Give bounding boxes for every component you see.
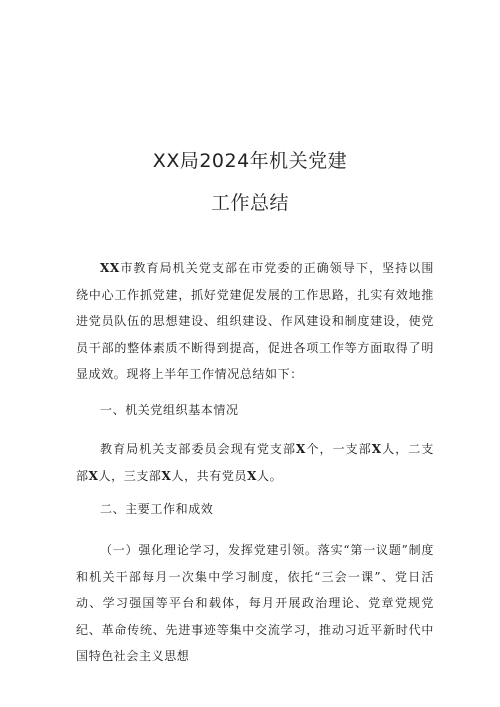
section-1-text-2: 个，一支部 [305, 442, 372, 456]
section-1-x-5: X [247, 468, 257, 483]
section-1-heading: 一、机关党组织基本情况 [100, 403, 239, 417]
section-2-body: （一）强化理论学习，发挥党建引领。落实“第一议题”制度和机关干部每月一次集中学习制度，依托“三会一课”、党日活动、学习强国等平台和载体，每月开展政治理论、党章党规党纪、革命传统、先进事迹等集中交流学习，推动习近平新时代中国特色社会主义思想 [76, 543, 434, 663]
section-1-x-2: X [371, 442, 382, 456]
section-1-text-5: 人，共有党员 [171, 468, 248, 483]
section-2-heading: 二、主要工作和成效 [100, 502, 214, 516]
section-1-text-4: 人，三支部 [98, 468, 162, 483]
section-1-x-1: X [296, 442, 306, 456]
section-1-text-6: 人。 [257, 468, 283, 483]
section-1-x-4: X [161, 468, 172, 483]
document-title-line-2: 工作总结 [210, 192, 289, 214]
intro-lead-bold: XX [100, 261, 120, 275]
document-title-line-1: XX局2024年机关党建 [152, 150, 348, 172]
section-1-text-3: 人，二支部 [76, 442, 434, 483]
intro-text: 市教育局机关党支部在市党委的正确领导下，坚持以围绕中心工作抓党建，抓好党建促发展的工作思路，扎实有效地推进党员队伍的思想建设、组织建设、作风建设和制度建设，使党员干部的整体素质不断得到提高，促进各项工作等方面取得了明显成效。现将上半年工作情况总结如下： [76, 261, 434, 381]
section-1-x-3: X [88, 468, 99, 483]
intro-paragraph [76, 255, 434, 388]
section-1-text-1: 教育局机关支部委员会现有党支部 [100, 442, 297, 456]
section-1-body [76, 436, 434, 489]
